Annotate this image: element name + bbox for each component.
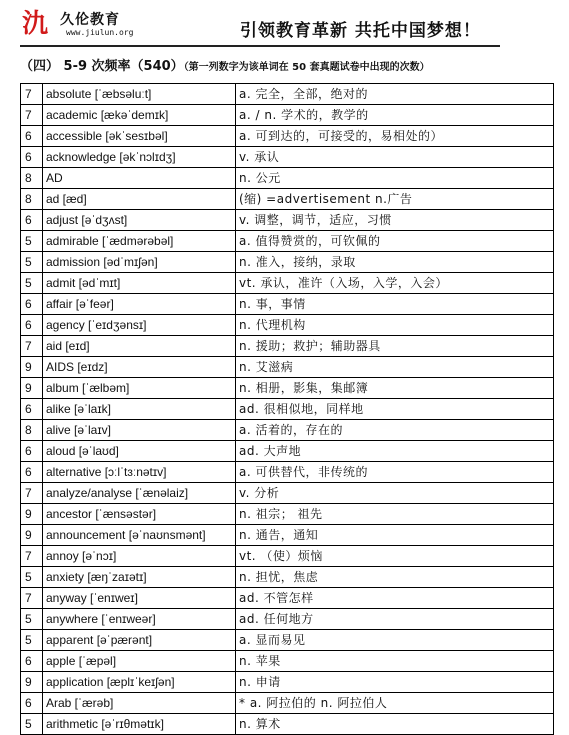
word-cell: anywhere [ˈenɪweər] [43,609,236,630]
definition-cell: a. 活着的，存在的 [236,420,554,441]
table-row [21,210,554,231]
word-cell: admirable [ˈædmərəbəl] [43,231,236,252]
word-cell: announcement [əˈnaʊnsmənt] [43,525,236,546]
word-cell: Arab [ˈærəb] [43,693,236,714]
definition-cell: a. 可到达的，可接受的，易相处的） [236,126,554,147]
table-row [21,693,554,714]
vocabulary-table [20,83,554,735]
table-row [21,609,554,630]
table-row [21,546,554,567]
table-row [21,252,554,273]
table-row [21,525,554,546]
definition-cell: n. 准入，接纳，录取 [236,252,554,273]
count-cell: 7 [21,483,43,504]
table-row [21,315,554,336]
section-title-text: （四） 5-9 次频率（540） [20,59,184,74]
count-cell: 5 [21,252,43,273]
count-cell: 6 [21,693,43,714]
count-cell: 5 [21,231,43,252]
definition-cell: n. 事，事情 [236,294,554,315]
definition-cell: n. 公元 [236,168,554,189]
table-row [21,483,554,504]
definition-cell: n. 援助；救护；辅助器具 [236,336,554,357]
word-cell: aid [eɪd] [43,336,236,357]
count-cell: 9 [21,378,43,399]
definition-cell: n. 苹果 [236,651,554,672]
section-title [20,55,430,74]
table-row [21,504,554,525]
word-cell: ancestor [ˈænsəstər] [43,504,236,525]
logo-name: 久伦教育 [60,12,120,28]
table-row [21,714,554,735]
word-cell: alternative [ɔːlˈtɜːnətɪv] [43,462,236,483]
count-cell: 6 [21,294,43,315]
definition-cell: v. 分析 [236,483,554,504]
definition-cell: n. 祖宗； 祖先 [236,504,554,525]
definition-cell: n. 申请 [236,672,554,693]
vocabulary-table-wrapper [20,83,554,731]
section-note: （第一列数字为该单词在 50 套真题试卷中出现的次数） [183,62,430,73]
definition-cell: n. 通告，通知 [236,525,554,546]
count-cell: 6 [21,462,43,483]
word-cell: admission [ədˈmɪʃən] [43,252,236,273]
count-cell: 9 [21,357,43,378]
count-cell: 6 [21,126,43,147]
definition-cell: ad. 大声地 [236,441,554,462]
count-cell: 8 [21,189,43,210]
count-cell: 9 [21,504,43,525]
definition-cell: a. 完全，全部，绝对的 [236,84,554,105]
count-cell: 5 [21,273,43,294]
table-row [21,231,554,252]
count-cell: 7 [21,588,43,609]
logo-icon: 氿 [22,9,49,39]
count-cell: 6 [21,147,43,168]
table-row [21,441,554,462]
word-cell: aloud [əˈlaʊd] [43,441,236,462]
word-cell: anxiety [æŋˈzaɪətɪ] [43,567,236,588]
count-cell: 6 [21,441,43,462]
definition-cell: n. 代理机构 [236,315,554,336]
table-row [21,672,554,693]
word-cell: acknowledge [əkˈnɔlɪdʒ] [43,147,236,168]
definition-cell: a. / n. 学术的，教学的 [236,105,554,126]
definition-cell: ad. 不管怎样 [236,588,554,609]
word-cell: AD [43,168,236,189]
table-row [21,84,554,105]
word-cell: apple [ˈæpəl] [43,651,236,672]
definition-cell: a. 可供替代，非传统的 [236,462,554,483]
word-cell: alike [əˈlaɪk] [43,399,236,420]
header-divider [20,45,500,47]
definition-cell: * a. 阿拉伯的 n. 阿拉伯人 [236,693,554,714]
count-cell: 7 [21,336,43,357]
count-cell: 6 [21,399,43,420]
word-cell: alive [əˈlaɪv] [43,420,236,441]
table-row [21,273,554,294]
table-row [21,651,554,672]
count-cell: 7 [21,84,43,105]
definition-cell: a. 显而易见 [236,630,554,651]
table-row [21,630,554,651]
count-cell: 9 [21,525,43,546]
table-row [21,294,554,315]
vocabulary-table-body [21,84,554,735]
count-cell: 8 [21,168,43,189]
table-row [21,147,554,168]
definition-cell: vt. 承认，准许（入场，入学，入会） [236,273,554,294]
definition-cell: n. 艾滋病 [236,357,554,378]
definition-cell: v. 承认 [236,147,554,168]
definition-cell: ad. 任何地方 [236,609,554,630]
table-row [21,126,554,147]
word-cell: AIDS [eɪdz] [43,357,236,378]
definition-cell: a. 值得赞赏的，可钦佩的 [236,231,554,252]
word-cell: album [ˈælbəm] [43,378,236,399]
definition-cell: n. 相册，影集，集邮簿 [236,378,554,399]
table-row [21,357,554,378]
count-cell: 7 [21,546,43,567]
definition-cell: vt. （使）烦恼 [236,546,554,567]
definition-cell: (缩) =advertisement n.广告 [236,189,554,210]
word-cell: absolute [ˈæbsəluːt] [43,84,236,105]
word-cell: apparent [əˈpærənt] [43,630,236,651]
page-header [0,0,569,46]
word-cell: analyze/analyse [ˈænəlaiz] [43,483,236,504]
count-cell: 6 [21,651,43,672]
count-cell: 5 [21,567,43,588]
word-cell: adjust [əˈdʒʌst] [43,210,236,231]
word-cell: ad [æd] [43,189,236,210]
table-row [21,462,554,483]
definition-cell: ad. 很相似地，同样地 [236,399,554,420]
table-row [21,189,554,210]
table-row [21,399,554,420]
count-cell: 8 [21,420,43,441]
word-cell: annoy [əˈnɔɪ] [43,546,236,567]
table-row [21,336,554,357]
word-cell: accessible [əkˈsesɪbəl] [43,126,236,147]
definition-cell: n. 担忧，焦虑 [236,567,554,588]
word-cell: affair [əˈfeər] [43,294,236,315]
count-cell: 5 [21,609,43,630]
word-cell: anyway [ˈenɪweɪ] [43,588,236,609]
definition-cell: v. 调整，调节，适应，习惯 [236,210,554,231]
table-row [21,378,554,399]
count-cell: 7 [21,105,43,126]
word-cell: academic [ækəˈdemɪk] [43,105,236,126]
count-cell: 9 [21,672,43,693]
table-row [21,420,554,441]
table-row [21,567,554,588]
definition-cell: n. 算术 [236,714,554,735]
count-cell: 5 [21,630,43,651]
table-row [21,168,554,189]
count-cell: 6 [21,315,43,336]
word-cell: application [æplɪˈkeɪʃən] [43,672,236,693]
logo-url: www.jiulun.org [66,28,134,37]
count-cell: 5 [21,714,43,735]
word-cell: arithmetic [əˈrɪθmətɪk] [43,714,236,735]
slogan: 引领教育革新 共托中国梦想！ [240,21,481,41]
word-cell: agency [ˈeɪdʒənsɪ] [43,315,236,336]
word-cell: admit [ədˈmɪt] [43,273,236,294]
table-row [21,588,554,609]
table-row [21,105,554,126]
count-cell: 6 [21,210,43,231]
